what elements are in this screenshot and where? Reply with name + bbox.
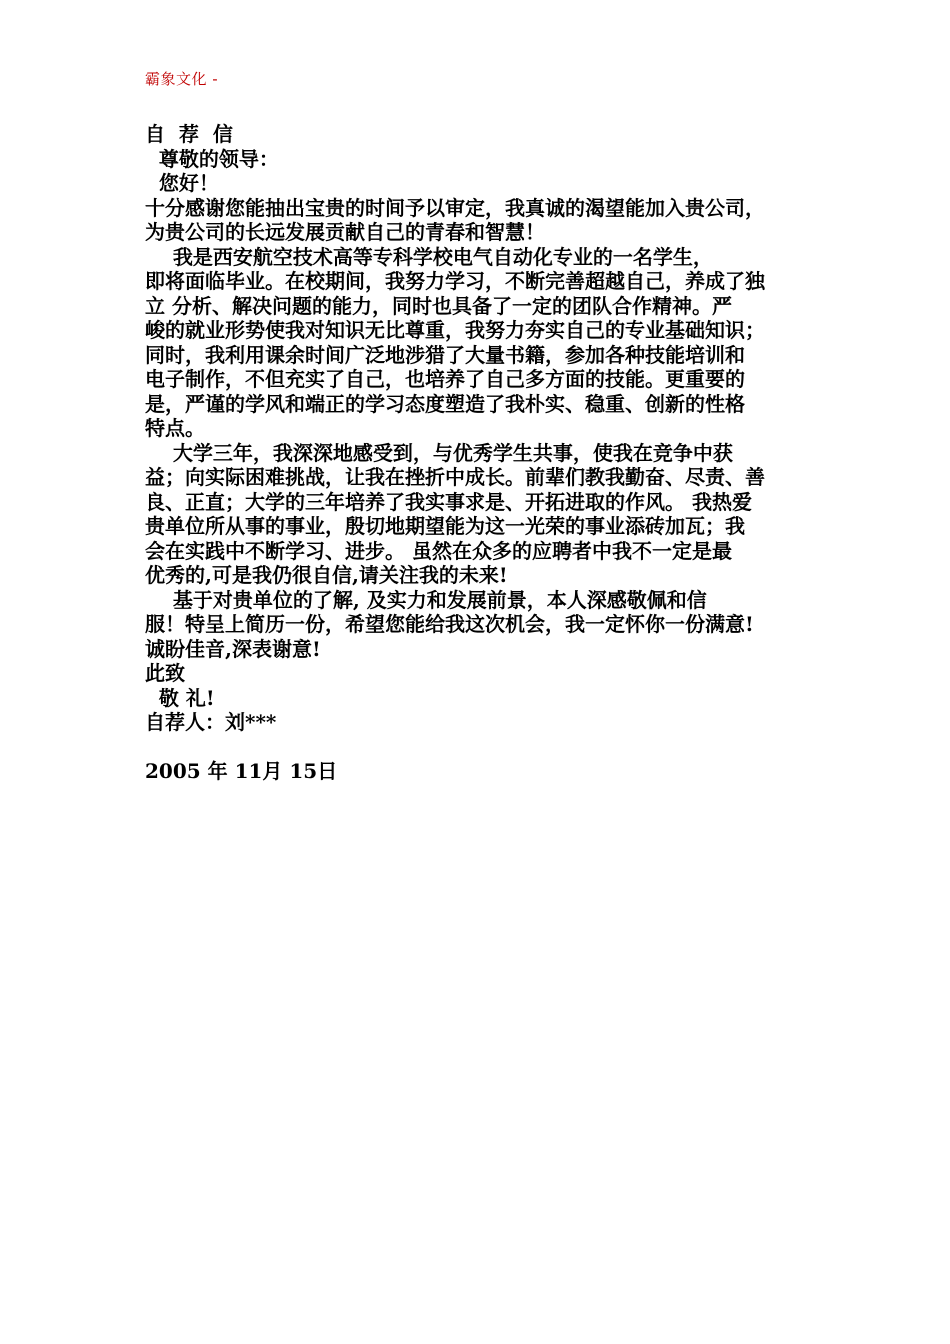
letter-line: 会在实践中不断学习、进步。 虽然在众多的应聘者中我不一定是最 — [145, 538, 732, 563]
letter-greeting: 您好！ — [145, 171, 219, 195]
letter-line: 峻的就业形势使我对知识无比尊重，我努力夯实自己的专业基础知识； — [145, 318, 765, 342]
letter-line: 基于对贵单位的了解, 及实力和发展前景，本人深感敬佩和信 — [145, 587, 707, 612]
letter-line: 益；向实际困难挑战，让我在挫折中成长。前辈们教我勤奋、尽责、善 — [145, 465, 765, 489]
letter-line: 贵单位所从事的事业，殷切地期望能为这一光荣的事业添砖加瓦；我 — [145, 514, 745, 538]
letter-signature: 自荐人：刘*** — [145, 710, 277, 734]
letter-line: 是，严谨的学风和端正的学习态度塑造了我朴实、稳重、创新的性格 — [145, 391, 745, 416]
letter-line: 同时，我利用课余时间广泛地涉猎了大量书籍，参加各种技能培训和 — [145, 342, 745, 367]
letter-line: 我是西安航空技术高等专科学校电气自动化专业的一名学生， — [145, 244, 713, 269]
letter-regards: 敬 礼! — [145, 685, 215, 710]
letter-title: 自 荐 信 — [145, 122, 233, 146]
letter-line: 即将面临毕业。在校期间，我努力学习，不断完善超越自己，养成了独 — [145, 269, 765, 293]
letter-line: 服！特呈上简历一份，希望您能给我这次机会，我一定怀你一份满意! — [145, 612, 754, 636]
letter-date: 2005 年 11月 15日 — [145, 759, 338, 783]
letter-line: 特点。 — [145, 416, 205, 440]
letter-line: 诚盼佳音,深表谢意! — [145, 636, 321, 661]
letter-line: 为贵公司的长远发展贡献自己的青春和智慧！ — [145, 220, 545, 244]
header-brand: 霸象文化 - — [145, 70, 219, 88]
letter-line: 电子制作，不但充实了自己，也培养了自己多方面的技能。更重要的 — [145, 367, 745, 391]
letter-body — [145, 122, 835, 784]
letter-line: 大学三年，我深深地感受到，与优秀学生共事，使我在竞争中获 — [145, 440, 733, 465]
letter-line: 优秀的,可是我仍很自信,请关注我的未来! — [145, 563, 508, 587]
letter-closing: 此致 — [145, 661, 185, 685]
letter-line: 十分感谢您能抽出宝贵的时间予以审定，我真诚的渴望能加入贵公司， — [145, 195, 765, 220]
blank-line — [145, 735, 835, 760]
letter-line: 良、正直；大学的三年培养了我实事求是、开拓进取的作风。 我热爱 — [145, 489, 752, 514]
letter-salutation: 尊敬的领导： — [145, 146, 279, 171]
letter-line: 立 分析、解决问题的能力，同时也具备了一定的团队合作精神。严 — [145, 293, 732, 318]
